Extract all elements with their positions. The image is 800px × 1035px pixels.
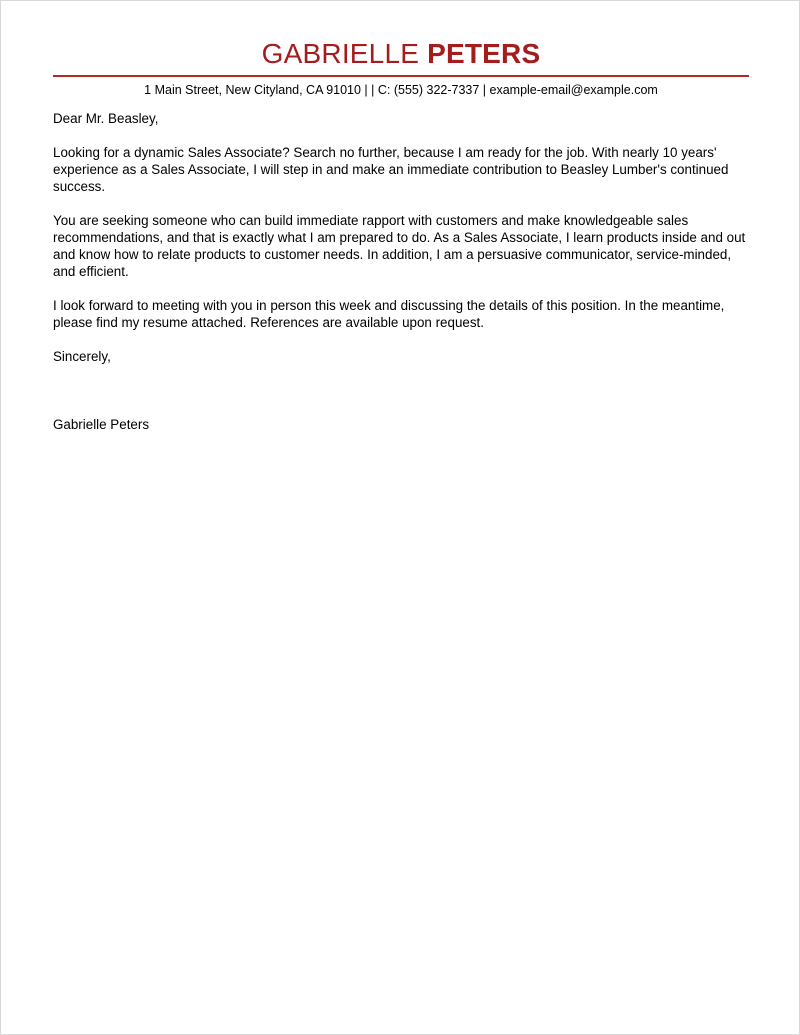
signature: Gabrielle Peters	[53, 417, 150, 432]
sender-name	[53, 37, 749, 71]
contact-line: 1 Main Street, New Cityland, CA 91010 | | C: (555) 322-7337 | example-email@example.com	[144, 83, 658, 97]
header-divider	[53, 75, 749, 77]
sender-last-name: PETERS	[427, 38, 541, 69]
closing: Sincerely,	[53, 349, 111, 364]
letter-body	[53, 110, 749, 450]
paragraph-1: Looking for a dynamic Sales Associate? Search no further, because I am ready for the job. With nearly 10 years' experience as a Sales Associate, I will step in and make an immediate contribution to Beasley Lumber's continued success.	[53, 145, 729, 194]
sender-first-name: GABRIELLE	[261, 38, 420, 69]
paragraph-3: I look forward to meeting with you in person this week and discussing the details of this position. In the meantime, please find my resume attached. References are available upon request.	[53, 298, 725, 330]
paragraph-2: You are seeking someone who can build immediate rapport with customers and make knowledgeable sales recommendations, and that is exactly what I am prepared to do. As a Sales Associate, I learn products inside and out and know how to relate products to customer needs. In addition, I am a persuasive communicator, service-minded, and efficient.	[53, 213, 746, 279]
signature-space	[53, 382, 749, 416]
letter-header	[53, 37, 749, 71]
salutation: Dear Mr. Beasley,	[53, 111, 159, 126]
